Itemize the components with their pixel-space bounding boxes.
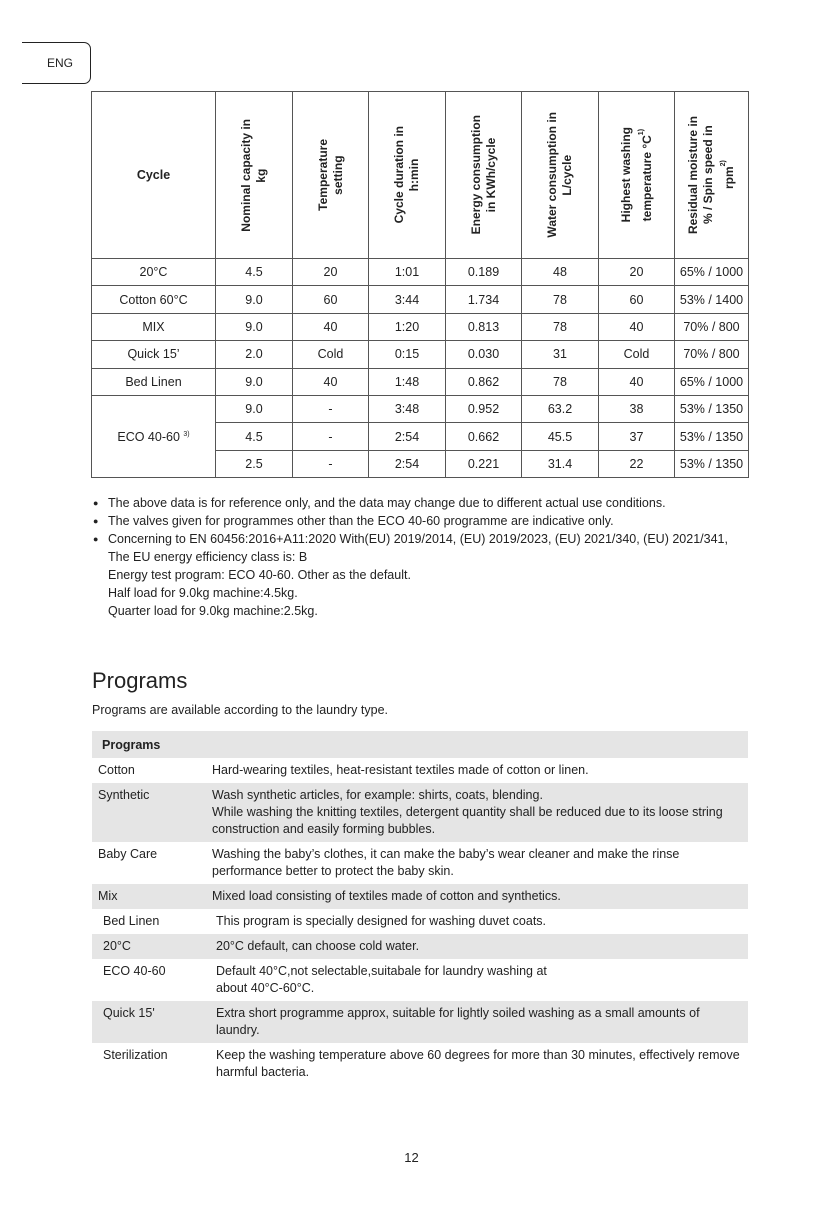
program-name: Baby Care — [98, 847, 158, 861]
spec-cell: 40 — [293, 313, 369, 340]
spec-cell: 40 — [599, 368, 675, 395]
spec-cell: 78 — [522, 313, 599, 340]
spec-cell: 70% / 800 — [675, 313, 749, 340]
program-name: 20°C — [92, 934, 206, 959]
header-capacity: Nominal capacity in kg — [216, 92, 293, 259]
spec-cell: 53% / 1350 — [675, 423, 749, 450]
spec-cell: 0.221 — [446, 450, 522, 477]
spec-cell: 65% / 1000 — [675, 259, 749, 286]
note-2: ● The valves given for programmes other than the ECO 40-60 programme are indicative only. — [93, 514, 614, 528]
program-description: Default 40°C,not selectable,suitabale for laundry washing at about 40°C-60°C. — [216, 964, 547, 995]
spec-cell: - — [293, 450, 369, 477]
program-description: Washing the baby’s clothes, it can make the baby’s wear cleaner and make the rinse performance better to protect the baby skin. — [212, 847, 680, 878]
spec-cell: 20 — [599, 259, 675, 286]
program-name: Sterilization — [103, 1048, 168, 1062]
spec-cell: 31.4 — [522, 450, 599, 477]
footnote-3: 3) — [183, 430, 190, 438]
spec-row — [92, 341, 749, 368]
program-description: Keep the washing temperature above 60 degrees for more than 30 minutes, effectively remove harmful bacteria. — [216, 1048, 740, 1079]
spec-cell: 65% / 1000 — [675, 368, 749, 395]
program-name: ECO 40-60 — [103, 964, 166, 978]
header-duration: Cycle duration in h:min — [369, 92, 446, 259]
spec-cell: 20°C — [92, 259, 216, 286]
spec-cell: 40 — [599, 313, 675, 340]
spec-cell: 53% / 1400 — [675, 286, 749, 313]
program-row — [92, 909, 748, 934]
header-temperature: Temperature setting — [293, 92, 369, 259]
program-name: Quick 15' — [92, 1001, 206, 1043]
spec-cell: 2.0 — [216, 341, 293, 368]
program-row — [92, 959, 748, 1001]
spec-cell: 48 — [522, 259, 599, 286]
spec-cell: 53% / 1350 — [675, 450, 749, 477]
spec-cell: 37 — [599, 423, 675, 450]
spec-cell: Cotton 60°C — [92, 286, 216, 313]
spec-header-row — [92, 92, 749, 259]
language-tab — [22, 42, 91, 84]
spec-cell: - — [293, 423, 369, 450]
spec-row-eco — [92, 395, 749, 422]
spec-cell: - — [293, 395, 369, 422]
spec-cell: 4.5 — [216, 259, 293, 286]
footnote-2: 2) — [720, 160, 727, 167]
spec-row — [92, 368, 749, 395]
programs-intro: Programs are available according to the laundry type. — [92, 703, 388, 717]
spec-cell: 38 — [599, 395, 675, 422]
programs-table — [92, 731, 748, 1085]
spec-cell: Quick 15’ — [92, 341, 216, 368]
program-row — [92, 783, 748, 842]
spec-cell: 4.5 — [216, 423, 293, 450]
spec-cell: Cold — [293, 341, 369, 368]
program-name: Bed Linen — [103, 914, 160, 928]
spec-cell: MIX — [92, 313, 216, 340]
spec-cell: 0.189 — [446, 259, 522, 286]
page-number: 12 — [404, 1150, 419, 1165]
program-name: Mix — [92, 884, 206, 909]
program-row — [92, 1043, 748, 1085]
spec-cell: 20 — [293, 259, 369, 286]
program-description: Wash synthetic articles, for example: shirts, coats, blending. While washing the knitting textiles, detergent quantity shall be reduced due to its loose string construction and easily forming bubbles. — [206, 783, 748, 842]
spec-cell: 45.5 — [522, 423, 599, 450]
spec-cell: 1.734 — [446, 286, 522, 313]
spec-cell: 9.0 — [216, 368, 293, 395]
note-3: ● Concerning to EN 60456:2016+A11:2020 With(EU) 2019/2014, (EU) 2019/2023, (EU) 2021/340, (EU) 2021/341, — [93, 532, 728, 546]
spec-cell: 0.030 — [446, 341, 522, 368]
spec-cell: 1:01 — [369, 259, 446, 286]
spec-cell: 3:48 — [369, 395, 446, 422]
program-row — [92, 758, 748, 783]
notes — [92, 494, 742, 620]
program-row — [92, 1001, 748, 1043]
header-water: Water consumption in L/cycle — [522, 92, 599, 259]
eco-cycle-label: ECO 40-60 $^{3)}$ — [92, 395, 216, 477]
spec-cell: 1:48 — [369, 368, 446, 395]
spec-cell: 9.0 — [216, 395, 293, 422]
spec-cell: 9.0 — [216, 286, 293, 313]
note-energy-class: The EU energy efficiency class is: B — [108, 550, 308, 564]
spec-cell: 2:54 — [369, 450, 446, 477]
language-label: ENG — [46, 56, 73, 70]
program-description: This program is specially designed for washing duvet coats. — [216, 914, 547, 928]
spec-cell: 63.2 — [522, 395, 599, 422]
spec-cell: 1:20 — [369, 313, 446, 340]
note-quarter-load: Quarter load for 9.0kg machine:2.5kg. — [108, 604, 318, 618]
spec-cell: Cold — [599, 341, 675, 368]
spec-cell: 70% / 800 — [675, 341, 749, 368]
program-name: Cotton — [98, 763, 135, 777]
spec-row — [92, 286, 749, 313]
spec-cell: 53% / 1350 — [675, 395, 749, 422]
spec-row — [92, 313, 749, 340]
spec-cell: 2:54 — [369, 423, 446, 450]
header-energy: Energy consumption in KWh/cycle — [446, 92, 522, 259]
header-residual: Residual moisture in % / Spin speed in rpm$^{2)}$ — [675, 92, 749, 259]
programs-heading: Programs — [92, 668, 188, 693]
spec-cell: Bed Linen — [92, 368, 216, 395]
program-row — [92, 842, 748, 884]
spec-cell: 0.862 — [446, 368, 522, 395]
program-row — [92, 884, 748, 909]
spec-cell: 60 — [599, 286, 675, 313]
program-name: Synthetic — [92, 783, 206, 842]
programs-table-header: Programs — [92, 731, 748, 758]
spec-cell: 0.662 — [446, 423, 522, 450]
spec-cell: 60 — [293, 286, 369, 313]
spec-cell: 40 — [293, 368, 369, 395]
program-description: Hard-wearing textiles, heat-resistant textiles made of cotton or linen. — [212, 763, 589, 777]
spec-cell: 0.952 — [446, 395, 522, 422]
program-description: Mixed load consisting of textiles made of cotton and synthetics. — [206, 884, 748, 909]
note-test-program: Energy test program: ECO 40-60. Other as the default. — [108, 568, 411, 582]
header-highest-temp: Highest washing temperature $^\circ C^{1)}$ — [599, 92, 675, 259]
footnote-1: 1) — [637, 128, 645, 136]
spec-cell: 0.813 — [446, 313, 522, 340]
program-row — [92, 934, 748, 959]
spec-cell: 9.0 — [216, 313, 293, 340]
spec-table — [91, 91, 749, 478]
note-1: ● The above data is for reference only, and the data may change due to different actual use conditions. — [93, 496, 666, 510]
spec-cell: 3:44 — [369, 286, 446, 313]
spec-cell: 0:15 — [369, 341, 446, 368]
program-description: Extra short programme approx, suitable for lightly soiled washing as a small amounts of laundry. — [206, 1001, 748, 1043]
note-half-load: Half load for 9.0kg machine:4.5kg. — [108, 586, 298, 600]
spec-row — [92, 259, 749, 286]
spec-cell: 78 — [522, 286, 599, 313]
spec-cell: 2.5 — [216, 450, 293, 477]
spec-cell: 78 — [522, 368, 599, 395]
header-cycle: Cycle — [92, 92, 216, 259]
program-description: 20°C default, can choose cold water. — [206, 934, 748, 959]
spec-cell: 31 — [522, 341, 599, 368]
spec-cell: 22 — [599, 450, 675, 477]
